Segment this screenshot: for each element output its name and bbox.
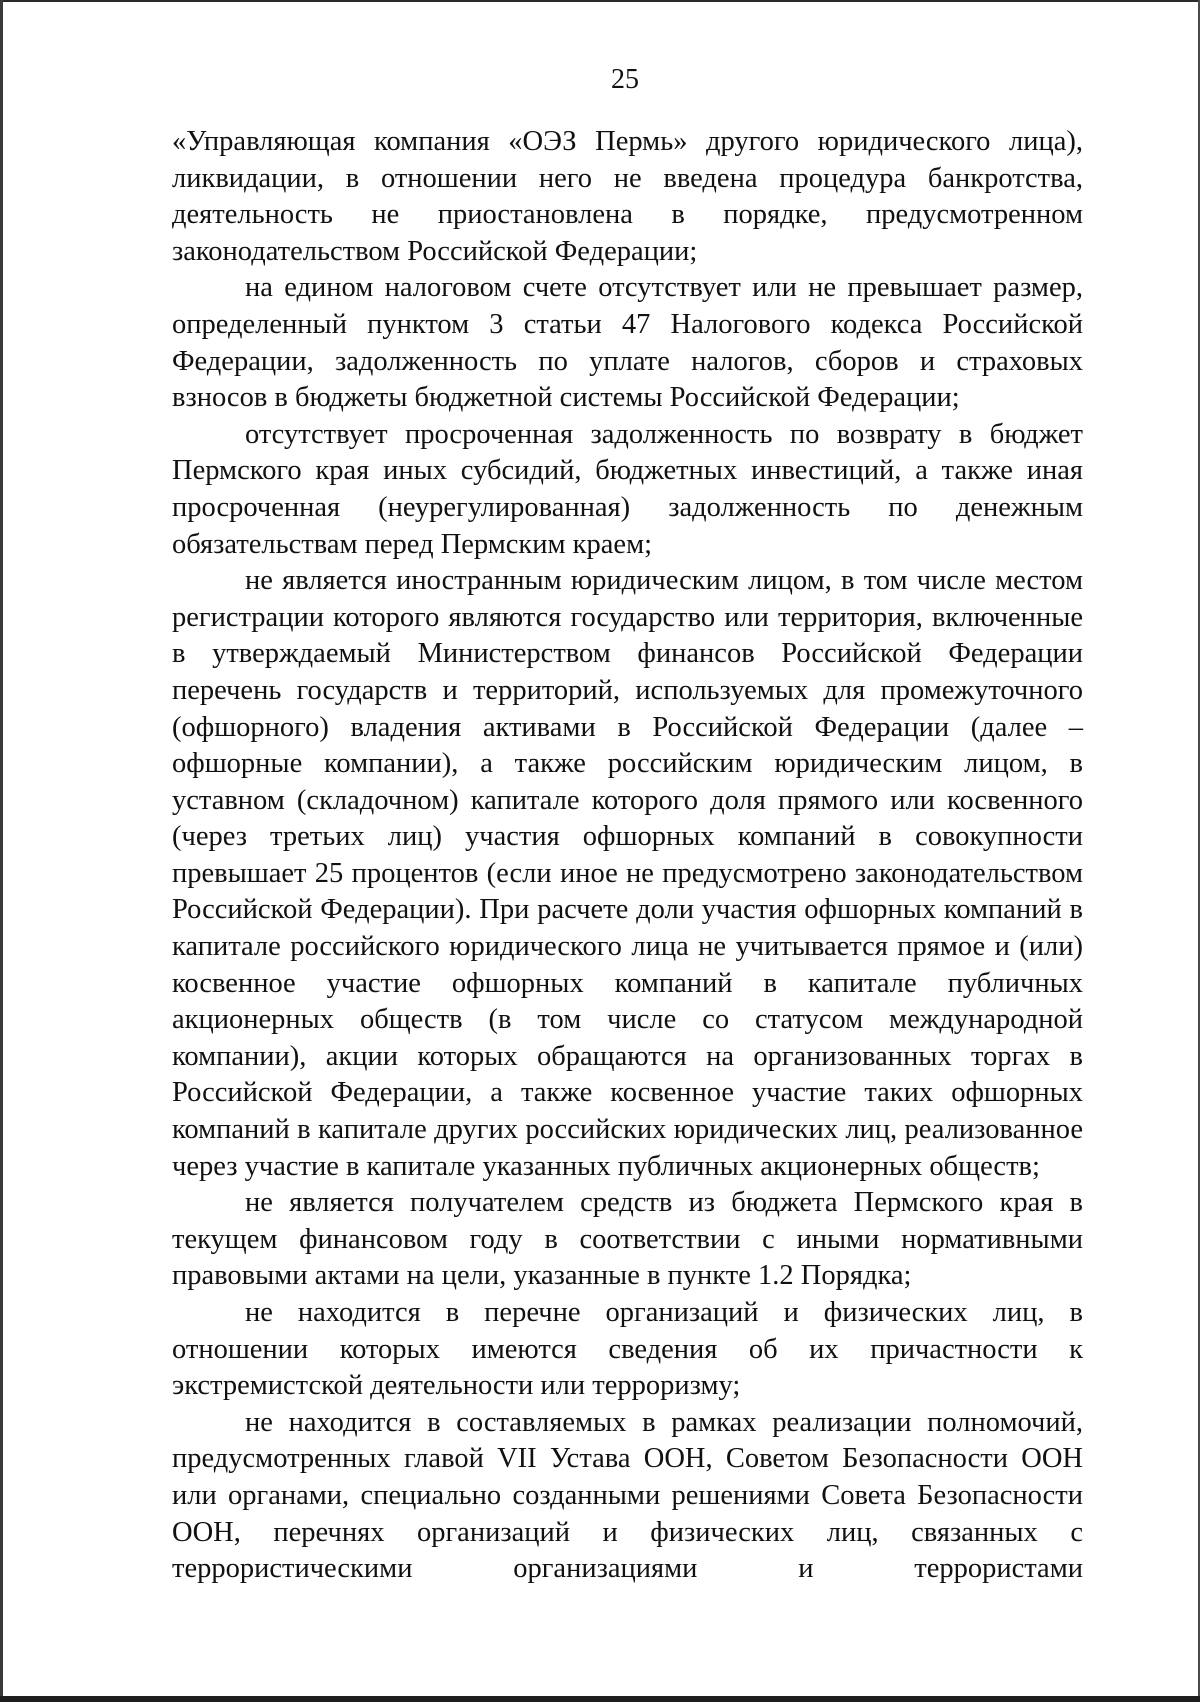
paragraph-un-lists: не находится в составляемых в рамках реализации полномочий, предусмотренных главой VII Устава ООН, Советом Безопасности ООН или органами, специально созданными решениями Совета Безопасности ООН, перечнях организаций и физических лиц, связанных с террористическими организациями и террористами [172,1406,1083,1585]
scan-border-bottom [0,1696,1200,1702]
paragraph-budget-recipient: не является получателем средств из бюджета Пермского края в текущем финансовом году в соответствии с иными нормативными правовыми актами на цели, указанные в пункте 1.2 Порядка; [172,1187,1083,1292]
paragraph-offshore: не является иностранным юридическим лицом, в том числе местом регистрации которого являются государство или территория, включенные в утверждаемый Министерством финансов Российской Федерации перечень государств и территорий, используемых для промежуточного (офшорного) владения активами в Российской Федерации (далее – офшорные компании), а также российским юридическим лицом, в уставном (складочном) капитале которого доля прямого или косвенного (через третьих лиц) участия офшорных компаний в совокупности превышает 25 процентов (если иное не предусмотрено законодательством Российской Федерации). При расчете доли участия офшорных компаний в капитале российского юридического лица не учитывается прямое и (или) косвенное участие офшорных компаний в капитале публичных акционерных обществ (в том числе со статусом международной компании), акции которых обращаются на организованных торгах в Российской Федерации, а также косвенное участие таких офшорных компаний в капитале других российских юридических лиц, реализованное через участие в капитале указанных публичных акционерных обществ; [172,565,1083,1182]
paragraph-continuation: «Управляющая компания «ОЭЗ Пермь» другого юридического лица), ликвидации, в отношении него не введена процедура банкротства, деятельность не приостановлена в порядке, предусмотренном законодательством Российской Федерации; [172,126,1083,267]
scan-border-left [0,0,3,1702]
document-body [172,124,1083,1588]
scan-border-top [0,0,1200,2]
paragraph-tax-debt: на едином налоговом счете отсутствует или не превышает размер, определенный пунктом 3 статьи 47 Налогового кодекса Российской Федерации, задолженность по уплате налогов, сборов и страховых взносов в бюджеты бюджетной системы Российской Федерации; [172,272,1083,414]
paragraph-overdue-debt: отсутствует просроченная задолженность по возврату в бюджет Пермского края иных субсидий, бюджетных инвестиций, а также иная просроченная (неурегулированная) задолженность по денежным обязательствам перед Пермским краем; [172,418,1083,560]
paragraph-extremism-list: не находится в перечне организаций и физических лиц, в отношении которых имеются сведения об их причастности к экстремистской деятельности или терроризму; [172,1297,1083,1402]
page-number: 25 [611,64,639,95]
